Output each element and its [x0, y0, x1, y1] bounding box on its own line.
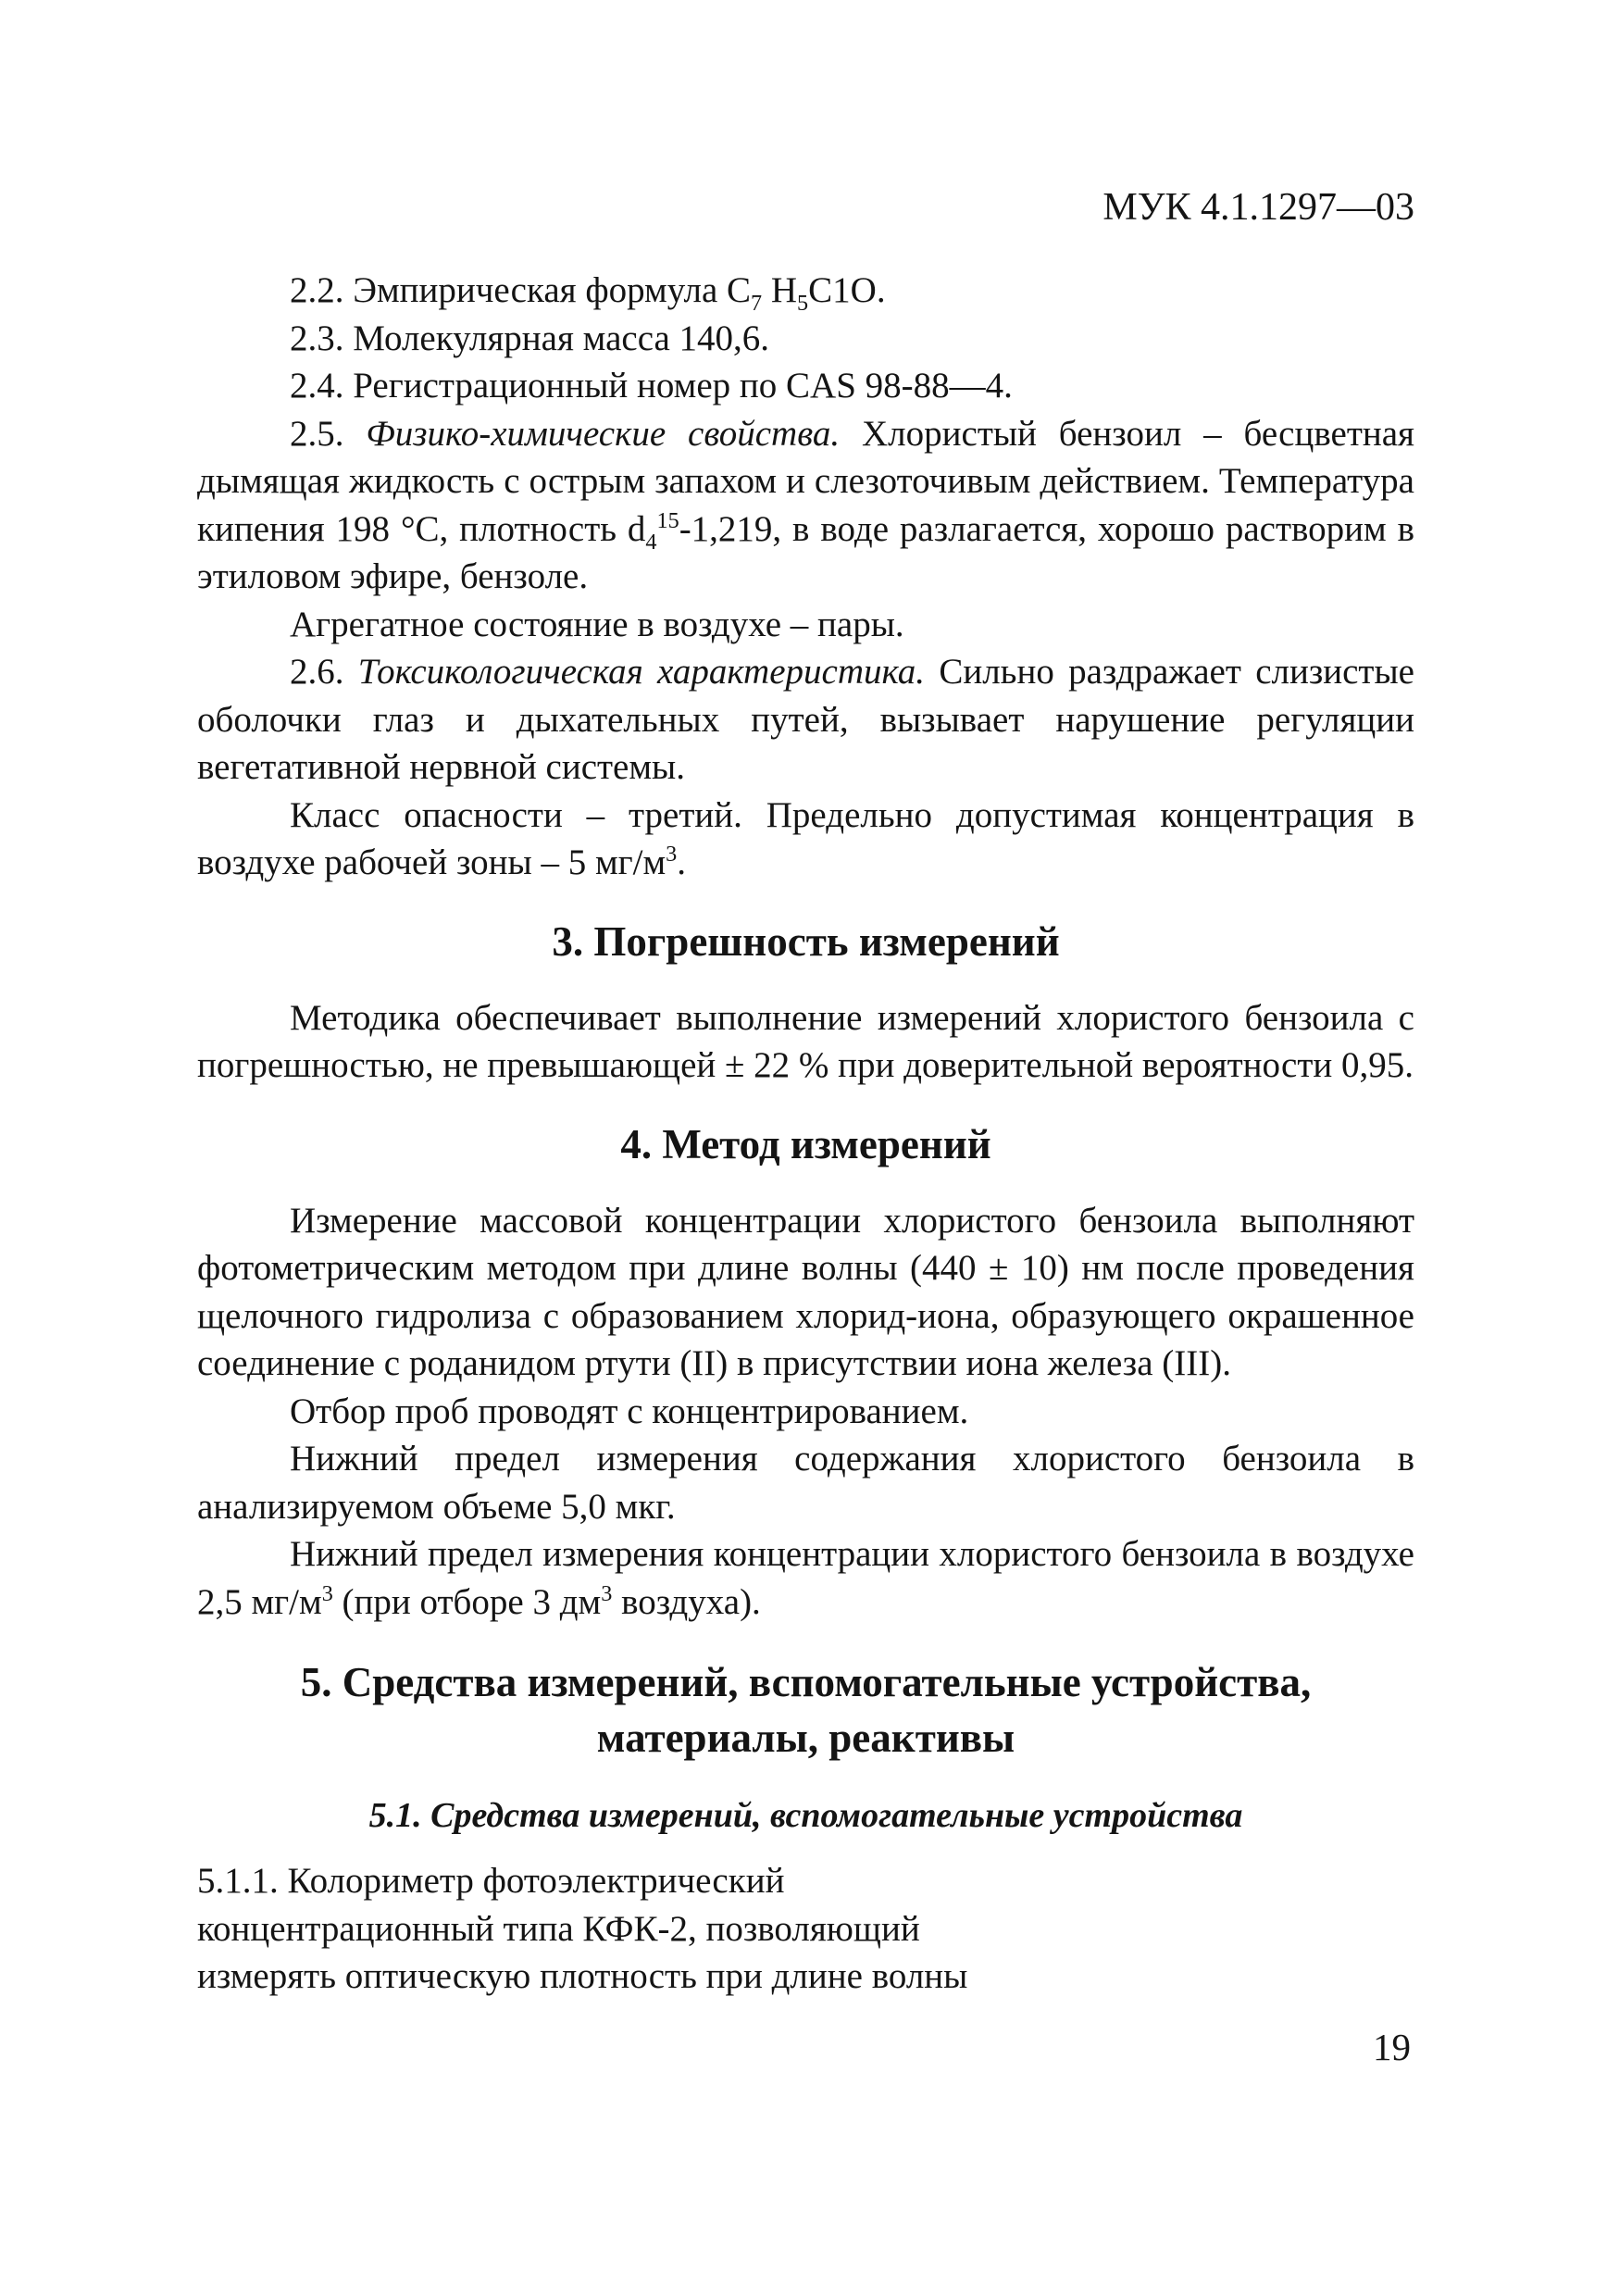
paragraph-hazard-class: Класс опасности – третий. Предельно допустимая концентрация в воздухе рабочей зоны – 5 $мг/м^3$.	[197, 794, 1414, 882]
subscript: 7	[751, 290, 763, 316]
paragraph-2-5: 2.5. Физико-химические свойства. Хлористый бензоил – бесцветная дымящая жидкость с острым запахом и слезоточивым действием. Температура кипения 198 °С, плотность $d_4^{15}-1,219$, в воде разлагается, хорошо растворим в этиловом эфире, бензоле.	[197, 413, 1414, 596]
paragraph-2-2: 2.2. Эмпирическая формула $C_7$ $H_5C1O$.	[290, 270, 886, 316]
run-in-title: Токсикологическая характеристика.	[357, 652, 926, 692]
document-body	[197, 267, 1414, 2001]
subscript: 5	[797, 290, 809, 316]
superscript: 3	[666, 842, 678, 867]
superscript: 3	[601, 1580, 613, 1606]
paragraph-lower-limit-concentration: Нижний предел измерения концентрации хлористого бензоила в воздухе 2,5 $мг/м^3$ (при отборе 3 $дм^3$ воздуха).	[197, 1534, 1414, 1622]
paragraph-aggregate-state: Агрегатное состояние в воздухе – пары.	[290, 604, 904, 644]
section-4-heading: 4. Метод измерений	[620, 1120, 991, 1167]
superscript: 3	[321, 1580, 333, 1606]
paragraph-sampling: Отбор проб проводят с концентрированием.	[290, 1391, 969, 1431]
superscript: 15	[656, 507, 679, 533]
paragraph-2-6: 2.6. Токсикологическая характеристика. Сильно раздражает слизистые оболочки глаз и дыхательных путей, вызывает нарушение регуляции вегетативной нервной системы.	[197, 652, 1414, 787]
paragraph-2-4: 2.4. Регистрационный номер по CAS 98-88—4.	[290, 366, 1013, 406]
run-in-title: Физико-химические свойства.	[366, 413, 841, 454]
paragraph-5-1-1: 5.1.1. Колориметр фотоэлектрический концентрационный типа КФК-2, позволяющий измерять оптическую плотность при длине волны	[197, 1861, 968, 1996]
section-3-heading: 3. Погрешность измерений	[552, 917, 1060, 965]
paragraph-lower-limit-content: Нижний предел измерения содержания хлористого бензоила в анализируемом объеме 5,0 мкг.	[197, 1439, 1414, 1527]
paragraph-method: Измерение массовой концентрации хлористого бензоила выполняют фотометрическим методом при длине волны (440 ± 10) нм после проведения щелочного гидролиза с образованием хлорид-иона, образующего окрашенное соединение с роданидом ртути (II) в присутствии иона железа (III).	[197, 1200, 1414, 1383]
page-number: 19	[1373, 2026, 1411, 2068]
paragraph-measurement-error: Методика обеспечивает выполнение измерений хлористого бензоила с погрешностью, не превышающей ± 22 % при доверительной вероятности 0,95.	[197, 997, 1414, 1085]
subscript: 4	[645, 529, 657, 555]
document-code: МУК 4.1.1297—03	[1102, 186, 1414, 229]
subsection-5-1-heading: 5.1. Средства измерений, вспомогательные устройства	[368, 1796, 1243, 1835]
section-5-heading: 5. Средства измерений, вспомогательные устройства, материалы, реактивы	[300, 1659, 1312, 1761]
paragraph-2-3: 2.3. Молекулярная масса 140,6.	[290, 318, 770, 358]
